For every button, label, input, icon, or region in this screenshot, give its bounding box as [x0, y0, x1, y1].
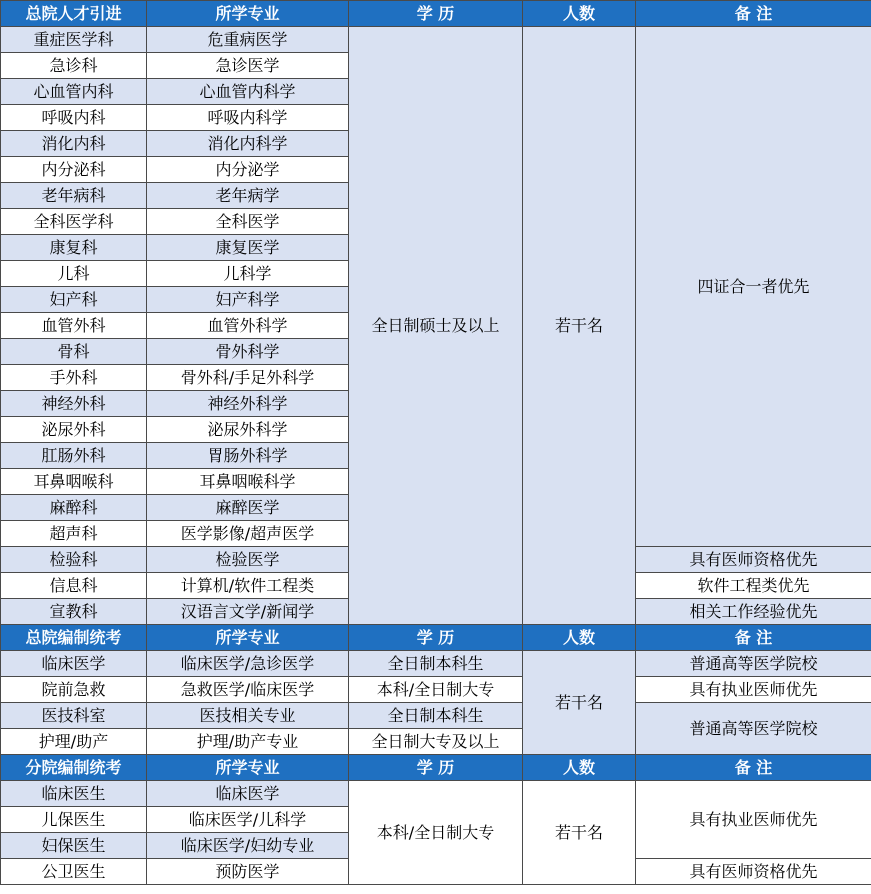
section2-remark-emergency: 具有执业医师优先	[636, 677, 871, 703]
section2-header-row	[1, 625, 871, 651]
section3-header-dept: 分院编制统考	[1, 755, 147, 781]
major-cell: 预防医学	[147, 859, 349, 885]
major-cell: 血管外科学	[147, 313, 349, 339]
table-row	[1, 677, 871, 703]
dept-cell: 信息科	[1, 573, 147, 599]
section1-count-cell: 若干名	[523, 27, 636, 625]
education-cell: 全日制本科生	[349, 651, 523, 677]
section2-header-dept: 总院编制统考	[1, 625, 147, 651]
dept-cell: 心血管内科	[1, 79, 147, 105]
dept-cell: 护理/助产	[1, 729, 147, 755]
major-cell: 医技相关专业	[147, 703, 349, 729]
table-row	[1, 27, 871, 53]
section2-header-remark: 备 注	[636, 625, 871, 651]
section1-header-major: 所学专业	[147, 1, 349, 27]
dept-cell: 超声科	[1, 521, 147, 547]
dept-cell: 儿科	[1, 261, 147, 287]
section1-header-dept: 总院人才引进	[1, 1, 147, 27]
section1-remark-lab: 具有医师资格优先	[636, 547, 871, 573]
dept-cell: 公卫医生	[1, 859, 147, 885]
dept-cell: 妇保医生	[1, 833, 147, 859]
major-cell: 临床医学/妇幼专业	[147, 833, 349, 859]
dept-cell: 肛肠外科	[1, 443, 147, 469]
major-cell: 妇产科学	[147, 287, 349, 313]
major-cell: 内分泌学	[147, 157, 349, 183]
major-cell: 神经外科学	[147, 391, 349, 417]
section3-remark-public-health: 具有医师资格优先	[636, 859, 871, 885]
major-cell: 骨外科/手足外科学	[147, 365, 349, 391]
education-cell: 本科/全日制大专	[349, 677, 523, 703]
section2-remark-tech-nursing: 普通高等医学院校	[636, 703, 871, 755]
section1-header-row	[1, 1, 871, 27]
dept-cell: 临床医生	[1, 781, 147, 807]
major-cell: 耳鼻咽喉科学	[147, 469, 349, 495]
dept-cell: 重症医学科	[1, 27, 147, 53]
table-row	[1, 781, 871, 807]
major-cell: 急诊医学	[147, 53, 349, 79]
dept-cell: 急诊科	[1, 53, 147, 79]
major-cell: 临床医学/急诊医学	[147, 651, 349, 677]
education-cell: 全日制本科生	[349, 703, 523, 729]
section1-header-remark: 备 注	[636, 1, 871, 27]
education-cell: 全日制大专及以上	[349, 729, 523, 755]
section1-remark-main: 四证合一者优先	[636, 27, 871, 547]
section3-count-cell: 若干名	[523, 781, 636, 885]
dept-cell: 临床医学	[1, 651, 147, 677]
dept-cell: 儿保医生	[1, 807, 147, 833]
dept-cell: 宣教科	[1, 599, 147, 625]
major-cell: 临床医学	[147, 781, 349, 807]
major-cell: 急救医学/临床医学	[147, 677, 349, 703]
dept-cell: 妇产科	[1, 287, 147, 313]
major-cell: 麻醉医学	[147, 495, 349, 521]
major-cell: 护理/助产专业	[147, 729, 349, 755]
major-cell: 心血管内科学	[147, 79, 349, 105]
dept-cell: 呼吸内科	[1, 105, 147, 131]
section3-header-major: 所学专业	[147, 755, 349, 781]
dept-cell: 神经外科	[1, 391, 147, 417]
dept-cell: 骨科	[1, 339, 147, 365]
dept-cell: 检验科	[1, 547, 147, 573]
major-cell: 呼吸内科学	[147, 105, 349, 131]
major-cell: 胃肠外科学	[147, 443, 349, 469]
dept-cell: 消化内科	[1, 131, 147, 157]
major-cell: 危重病医学	[147, 27, 349, 53]
dept-cell: 血管外科	[1, 313, 147, 339]
dept-cell: 康复科	[1, 235, 147, 261]
dept-cell: 耳鼻咽喉科	[1, 469, 147, 495]
section3-remark-main: 具有执业医师优先	[636, 781, 871, 859]
dept-cell: 医技科室	[1, 703, 147, 729]
major-cell: 临床医学/儿科学	[147, 807, 349, 833]
table-row	[1, 651, 871, 677]
section2-remark-clinical: 普通高等医学院校	[636, 651, 871, 677]
dept-cell: 手外科	[1, 365, 147, 391]
section3-education-cell: 本科/全日制大专	[349, 781, 523, 885]
section2-count-cell: 若干名	[523, 651, 636, 755]
section2-header-count: 人数	[523, 625, 636, 651]
section1-header-count: 人数	[523, 1, 636, 27]
section2-header-education: 学 历	[349, 625, 523, 651]
section3-header-education: 学 历	[349, 755, 523, 781]
section1-remark-edu: 相关工作经验优先	[636, 599, 871, 625]
major-cell: 全科医学	[147, 209, 349, 235]
section3-header-remark: 备 注	[636, 755, 871, 781]
major-cell: 老年病学	[147, 183, 349, 209]
major-cell: 计算机/软件工程类	[147, 573, 349, 599]
major-cell: 泌尿外科学	[147, 417, 349, 443]
dept-cell: 老年病科	[1, 183, 147, 209]
section3-header-row	[1, 755, 871, 781]
major-cell: 骨外科学	[147, 339, 349, 365]
major-cell: 汉语言文学/新闻学	[147, 599, 349, 625]
recruitment-table-body	[1, 1, 871, 885]
major-cell: 消化内科学	[147, 131, 349, 157]
section3-header-count: 人数	[523, 755, 636, 781]
dept-cell: 院前急救	[1, 677, 147, 703]
section2-header-major: 所学专业	[147, 625, 349, 651]
dept-cell: 内分泌科	[1, 157, 147, 183]
section1-remark-info: 软件工程类优先	[636, 573, 871, 599]
dept-cell: 全科医学科	[1, 209, 147, 235]
section1-education-cell: 全日制硕士及以上	[349, 27, 523, 625]
major-cell: 医学影像/超声医学	[147, 521, 349, 547]
dept-cell: 泌尿外科	[1, 417, 147, 443]
dept-cell: 麻醉科	[1, 495, 147, 521]
major-cell: 检验医学	[147, 547, 349, 573]
major-cell: 儿科学	[147, 261, 349, 287]
table-row	[1, 703, 871, 729]
section1-header-education: 学 历	[349, 1, 523, 27]
major-cell: 康复医学	[147, 235, 349, 261]
